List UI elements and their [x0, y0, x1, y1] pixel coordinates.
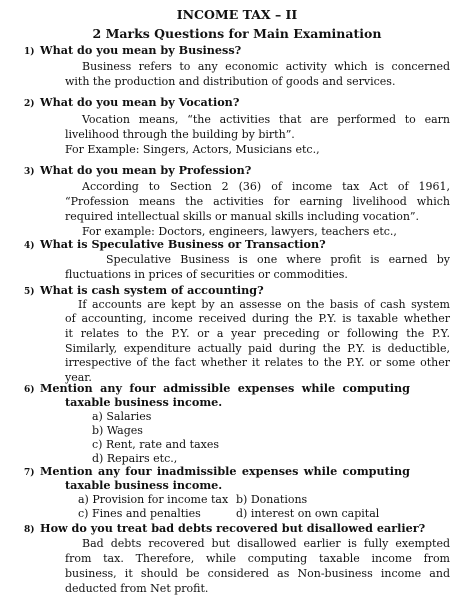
answer-line: from tax. Therefore, while computing taxable income from: [65, 552, 450, 565]
answer-line: For Example: Singers, Actors, Musicians etc.,: [65, 143, 320, 156]
question-4: [24, 238, 326, 253]
question-number: 7): [24, 468, 35, 478]
answer-line: with the production and distribution of goods and services.: [65, 75, 396, 88]
answer-line: Similarly, expenditure actually paid during the P.Y. is deductible,: [65, 342, 450, 355]
list-item: d) interest on own capital: [236, 507, 380, 520]
question-8: [24, 522, 425, 537]
question-number: 1): [24, 47, 35, 57]
answer-line: business, it should be considered as Non-business income and: [65, 567, 450, 580]
question-number: 5): [24, 287, 35, 297]
answer-line: Bad debts recovered but disallowed earlier is fully exempted: [82, 537, 450, 550]
question-number: 3): [24, 167, 35, 177]
answer-line: it relates to the P.Y. or a year preceding or following the P.Y.: [65, 327, 450, 340]
question-7-continued: taxable business income.: [65, 478, 223, 492]
answer-line: fluctuations in prices of securities or commodities.: [65, 268, 348, 281]
question-text: Mention any four admissible expenses while computing: [40, 381, 410, 395]
answer-line: If accounts are kept by an assesse on the basis of cash system: [78, 298, 450, 311]
question-5: [24, 284, 264, 299]
question-number: 8): [24, 525, 35, 535]
question-6-continued: taxable business income.: [65, 395, 223, 409]
question-3: [24, 164, 251, 179]
question-text: Mention any four inadmissible expenses while computing: [40, 464, 410, 478]
question-2: [24, 96, 239, 111]
document-subtitle: 2 Marks Questions for Main Examination: [92, 26, 382, 41]
question-text: What do you mean by Profession?: [40, 163, 252, 177]
answer-line: of accounting, income received during the P.Y. is taxable whether: [65, 312, 450, 325]
question-text: What is cash system of accounting?: [40, 283, 264, 297]
answer-line: year.: [65, 371, 92, 384]
question-number: 4): [24, 241, 35, 251]
question-text: What is Speculative Business or Transaction?: [40, 237, 326, 251]
question-text: How do you treat bad debts recovered but disallowed earlier?: [40, 521, 426, 535]
answer-line: Speculative Business is one where profit is earned by: [106, 253, 450, 266]
answer-line: livelihood through the building by birth”.: [65, 128, 295, 141]
list-item: b) Donations: [236, 493, 308, 506]
question-text: What do you mean by Business?: [40, 43, 242, 57]
answer-line: Business refers to any economic activity which is concerned: [82, 60, 450, 73]
answer-line: “Profession means the activities for earning livelihood which: [65, 195, 450, 208]
list-item: c) Fines and penalties: [78, 507, 201, 520]
question-number: 2): [24, 99, 35, 109]
answer-line: Vocation means, “the activities that are performed to earn: [82, 113, 450, 126]
question-1: [24, 44, 241, 59]
list-item: b) Wages: [92, 424, 143, 437]
question-number: 6): [24, 385, 35, 395]
answer-line: For example: Doctors, engineers, lawyers, teachers etc.,: [82, 225, 397, 238]
document-title: INCOME TAX – II: [176, 7, 298, 22]
list-item: a) Provision for income tax: [78, 493, 229, 506]
answer-line: irrespective of the fact whether it relates to the P.Y. or some other: [65, 356, 450, 369]
answer-line: deducted from Net profit.: [65, 582, 209, 595]
list-item: c) Rent, rate and taxes: [92, 438, 219, 451]
list-item: d) Repairs etc.,: [92, 452, 178, 465]
answer-line: According to Section 2 (36) of income tax Act of 1961,: [82, 180, 450, 193]
answer-line: required intellectual skills or manual skills including vocation”.: [65, 210, 420, 223]
question-text: What do you mean by Vocation?: [40, 95, 240, 109]
list-item: a) Salaries: [92, 410, 152, 423]
